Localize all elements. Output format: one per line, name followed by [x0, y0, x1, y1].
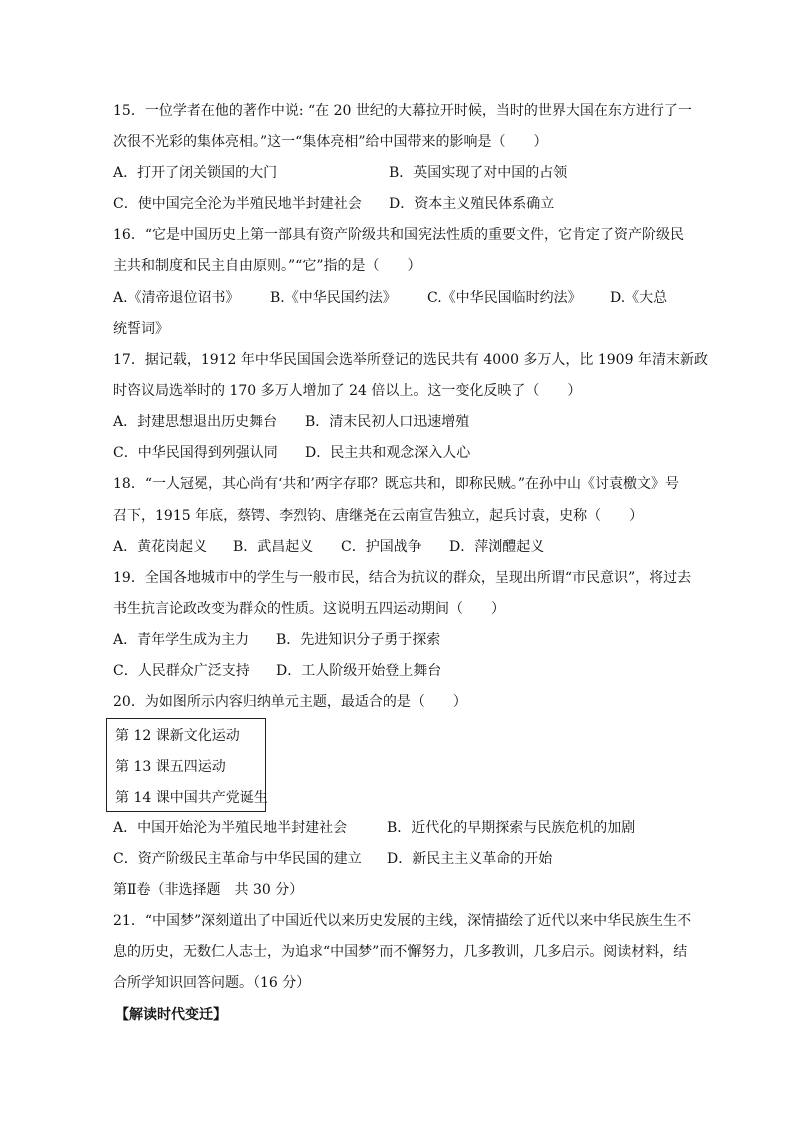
question-19-option-a: A．青年学生成为主力	[113, 632, 250, 648]
question-17-stem-line-2: 时咨议局选举时的 170 多万人增加了 24 倍以上。这一变化反映了（ ）	[113, 383, 582, 399]
question-15-option-d: D．资本主义殖民体系确立	[389, 196, 555, 212]
question-15-option-c: C．使中国完全沦为半殖民地半封建社会	[113, 196, 362, 212]
question-21-subheading: 【解读时代变迁】	[115, 1007, 227, 1023]
question-19-stem-line-2: 书生抗言论政改变为群众的性质。这说明五四运动期间（ ）	[113, 601, 505, 617]
question-17-option-a: A．封建思想退出历史舞台	[113, 414, 278, 430]
question-16-option-c: C.《中华民国临时约法》	[427, 290, 582, 306]
question-17-option-d: D．民主共和观念深入人心	[305, 445, 471, 461]
question-18-option-b: B．武昌起义	[233, 539, 314, 555]
question-18-option-d: D．萍浏醴起义	[449, 539, 545, 555]
question-18-option-a: A．黄花岗起义	[113, 539, 208, 555]
question-21-stem-line-3: 合所学知识回答问题。（16 分）	[113, 975, 311, 991]
question-19-option-b: B．先进知识分子勇于探索	[276, 632, 441, 648]
question-16-option-d: D.《大总	[610, 290, 668, 306]
question-19-option-c: C．人民群众广泛支持	[113, 663, 250, 679]
question-16-stem-line-1: 16．“它是中国历史上第一部具有资产阶级共和国宪法性质的重要文件，它肯定了资产阶级民	[113, 227, 684, 243]
question-16-option-a: A.《清帝退位诏书》	[113, 290, 240, 306]
question-15-option-a: A．打开了闭关锁国的大门	[113, 165, 278, 181]
question-18-stem-line-1: 18．“一人冠冕，其心尚有‘共和’两字存耶？既忘共和，即称民贼。”在孙中山《讨袁檄文》号	[113, 476, 680, 492]
question-17-option-b: B．清末民初人口迅速增殖	[305, 414, 470, 430]
question-21-stem-line-1: 21．“中国梦”深刻道出了中国近代以来历史发展的主线，深情描绘了近代以来中华民族生生不	[113, 913, 692, 929]
question-16-option-b: B.《中华民国约法》	[270, 290, 397, 306]
question-15-stem-line-2: 次很不光彩的集体亮相。”这一“集体亮相”给中国带来的影响是（ ）	[113, 134, 548, 150]
unit-topic-lesson-13: 第 13 课五四运动	[115, 759, 226, 775]
section-2-heading: 第Ⅱ卷（非选择题 共 30 分）	[113, 882, 304, 898]
question-18-stem-line-2: 召下，1915 年底，蔡锷、李烈钧、唐继尧在云南宣告独立，起兵讨袁，史称（ ）	[113, 508, 644, 524]
question-20-option-b: B．近代化的早期探索与民族危机的加剧	[387, 820, 636, 836]
question-17-stem-line-1: 17．据记载，1912 年中华民国国会选举所登记的选民共有 4000 多万人，比 1909 年清末新政	[113, 352, 708, 368]
question-20-option-a: A．中国开始沦为半殖民地半封建社会	[113, 820, 348, 836]
unit-topics-box	[106, 718, 266, 812]
question-16-option-d-wrap: 统誓词》	[113, 321, 169, 337]
question-19-option-d: D．工人阶级开始登上舞台	[276, 663, 442, 679]
question-17-option-c: C．中华民国得到列强认同	[113, 445, 278, 461]
question-19-stem-line-1: 19．全国各地城市中的学生与一般市民，结合为抗议的群众，呈现出所谓“市民意识”，将过去	[113, 570, 692, 586]
question-20-option-c: C．资产阶级民主革命与中华民国的建立	[113, 851, 362, 867]
question-18-option-c: C．护国战争	[341, 539, 422, 555]
question-16-stem-line-2: 主共和制度和民主自由原则。”“它”指的是（ ）	[113, 258, 422, 274]
unit-topic-lesson-12: 第 12 课新文化运动	[115, 728, 240, 744]
unit-topic-lesson-14: 第 14 课中国共产党诞生	[115, 790, 268, 806]
question-15-option-b: B．英国实现了对中国的占领	[389, 165, 568, 181]
question-21-stem-line-2: 息的历史，无数仁人志士，为追求“中国梦”而不懈努力，几多教训，几多启示。阅读材料，结	[113, 944, 688, 960]
question-20-option-d: D．新民主主义革命的开始	[387, 851, 553, 867]
question-15-stem-line-1: 15．一位学者在他的著作中说: “在 20 世纪的大幕拉开时候，当时的世界大国在东方进行了一	[113, 103, 692, 119]
question-20-stem-line-1: 20．为如图所示内容归纳单元主题，最适合的是（ ）	[113, 694, 467, 710]
